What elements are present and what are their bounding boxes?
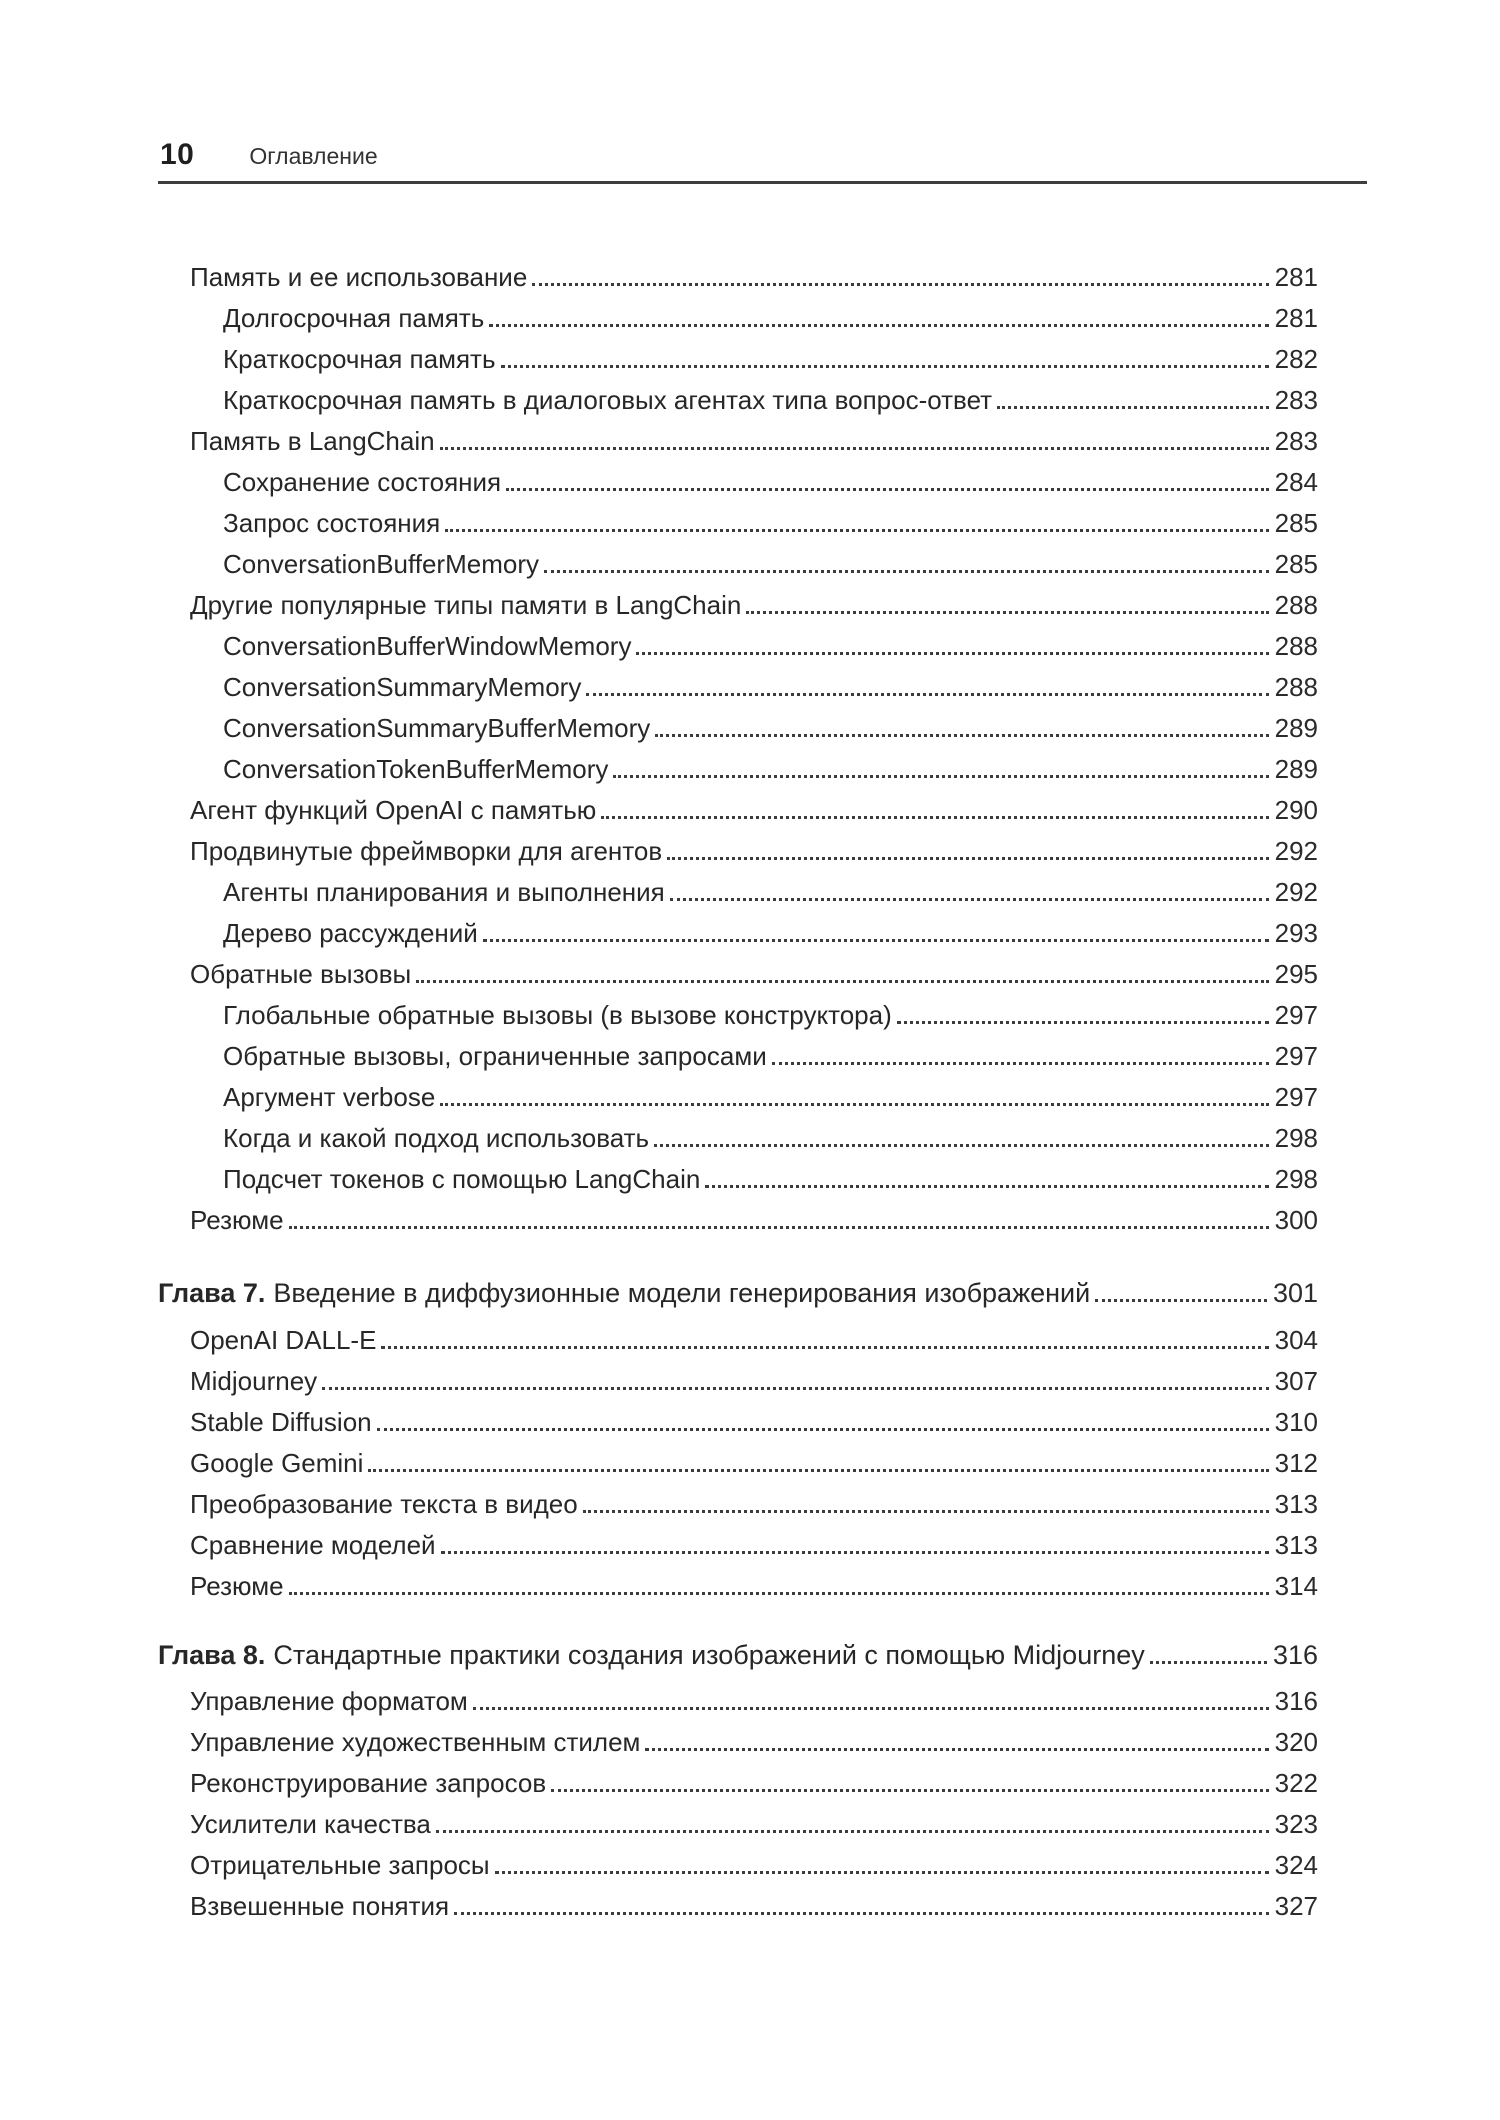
dot-leader <box>416 980 1268 983</box>
toc-entry-page-number: 324 <box>1274 1850 1318 1880</box>
toc-entry <box>158 913 1318 954</box>
toc-entry-label: OpenAI DALL-E <box>190 1325 377 1355</box>
dot-leader <box>489 324 1268 327</box>
toc-entry-page-number: 290 <box>1274 795 1318 825</box>
dot-leader <box>381 1346 1268 1349</box>
toc-entry-label: Глобальные обратные вызовы (в вызове конструктора) <box>223 1000 892 1030</box>
toc-entry <box>158 1200 1318 1241</box>
chapter-heading-label <box>158 1635 1145 1676</box>
toc-entry <box>158 585 1318 626</box>
toc-entry <box>158 544 1318 585</box>
dot-leader <box>655 734 1268 737</box>
toc-entry-label: Память и ее использование <box>190 262 528 292</box>
toc-entry-label: Краткосрочная память в диалоговых агентах типа вопрос-ответ <box>223 385 993 415</box>
dot-leader <box>436 1830 1269 1833</box>
dot-leader <box>501 365 1269 368</box>
toc-entry-page-number: 282 <box>1274 344 1318 374</box>
chapter-page-number: 316 <box>1272 1640 1318 1670</box>
dot-leader <box>636 652 1268 655</box>
toc-entry-page-number: 283 <box>1274 426 1318 456</box>
toc-section <box>158 1635 1318 1927</box>
dot-leader <box>445 529 1268 532</box>
toc-entry-page-number: 314 <box>1274 1571 1318 1601</box>
dot-leader <box>613 775 1268 778</box>
toc-entry-label: Долгосрочная память <box>223 303 485 333</box>
chapter-title: Стандартные практики создания изображений с помощью Midjourney <box>273 1640 1145 1670</box>
dot-leader <box>532 283 1268 286</box>
toc-entry-page-number: 298 <box>1274 1164 1318 1194</box>
toc-entry-label: ConversationBufferWindowMemory <box>223 631 632 661</box>
dot-leader <box>645 1748 1268 1751</box>
toc-entry <box>158 1525 1318 1566</box>
dot-leader <box>772 1062 1269 1065</box>
toc-entry <box>158 667 1318 708</box>
toc-entry <box>158 790 1318 831</box>
dot-leader <box>601 816 1268 819</box>
toc-entry-page-number: 285 <box>1274 508 1318 538</box>
toc-entry-page-number: 300 <box>1274 1205 1318 1235</box>
toc-entry-page-number: 295 <box>1274 959 1318 989</box>
toc-entry-label: ConversationBufferMemory <box>223 549 539 579</box>
toc-entry-label: Управление художественным стилем <box>190 1727 641 1757</box>
toc-entry-label: Отрицательные запросы <box>190 1850 490 1880</box>
chapter-heading <box>158 1635 1318 1676</box>
toc-entry <box>158 872 1318 913</box>
toc-entry-page-number: 281 <box>1274 303 1318 333</box>
toc-entry-page-number: 285 <box>1274 549 1318 579</box>
toc-entry-page-number: 284 <box>1274 467 1318 497</box>
toc-entry-page-number: 304 <box>1274 1325 1318 1355</box>
dot-leader <box>454 1912 1268 1915</box>
toc-entry-label: Обратные вызовы <box>190 959 412 989</box>
toc-entry <box>158 1763 1318 1804</box>
toc-entry <box>158 1681 1318 1722</box>
toc-entry-label: Midjourney <box>190 1366 318 1396</box>
toc-entry <box>158 421 1318 462</box>
toc-entry-page-number: 323 <box>1274 1809 1318 1839</box>
toc-entry <box>158 1402 1318 1443</box>
dot-leader <box>322 1387 1268 1390</box>
toc-entry-page-number: 313 <box>1274 1489 1318 1519</box>
running-head <box>160 138 1367 172</box>
dot-leader <box>997 406 1269 409</box>
toc-entry <box>158 708 1318 749</box>
running-head-title: Оглавление <box>249 143 378 169</box>
toc-entry-label: Продвинутые фреймворки для агентов <box>190 836 663 866</box>
toc-entry-page-number: 283 <box>1274 385 1318 415</box>
toc-entry <box>158 749 1318 790</box>
toc-entry-page-number: 313 <box>1274 1530 1318 1560</box>
toc-entry-label: Другие популярные типы памяти в LangChain <box>190 590 742 620</box>
toc-entry-page-number: 312 <box>1274 1448 1318 1478</box>
toc-entry-label: Аргумент verbose <box>223 1082 436 1112</box>
toc-entry-label: Взвешенные понятия <box>190 1891 450 1921</box>
toc-entry-label: Google Gemini <box>190 1448 364 1478</box>
toc-entry-page-number: 297 <box>1274 1000 1318 1030</box>
toc-entry <box>158 1077 1318 1118</box>
chapter-number: Глава 8. <box>158 1640 266 1670</box>
dot-leader <box>551 1789 1268 1792</box>
toc-entry-page-number: 316 <box>1274 1686 1318 1716</box>
dot-leader <box>1095 1299 1267 1302</box>
dot-leader <box>1150 1661 1267 1664</box>
dot-leader <box>746 611 1268 614</box>
toc-entry-page-number: 320 <box>1274 1727 1318 1757</box>
toc-entry <box>158 1036 1318 1077</box>
toc-entry-label: Запрос состояния <box>223 508 441 538</box>
toc-entry-label: Усилители качества <box>190 1809 431 1839</box>
toc-entry <box>158 1361 1318 1402</box>
dot-leader <box>289 1592 1269 1595</box>
toc-entry <box>158 257 1318 298</box>
toc-entry-label: Краткосрочная память <box>223 344 496 374</box>
toc <box>158 257 1318 1927</box>
toc-entry-label: Преобразование текста в видео <box>190 1489 578 1519</box>
dot-leader <box>586 693 1268 696</box>
toc-entry-label: Управление форматом <box>190 1686 468 1716</box>
dot-leader <box>897 1021 1269 1024</box>
page-number: 10 <box>160 138 195 171</box>
toc-entry-label: Подсчет токенов с помощью LangChain <box>223 1164 701 1194</box>
toc-entry-label: Память в LangChain <box>190 426 435 456</box>
toc-entry-page-number: 288 <box>1274 631 1318 661</box>
dot-leader <box>667 857 1268 860</box>
toc-entry <box>158 954 1318 995</box>
dot-leader <box>670 898 1269 901</box>
dot-leader <box>544 570 1269 573</box>
dot-leader <box>473 1707 1269 1710</box>
dot-leader <box>289 1226 1269 1229</box>
toc-entry <box>158 503 1318 544</box>
chapter-title: Введение в диффузионные модели генерирования изображений <box>273 1278 1091 1308</box>
toc-entry-page-number: 298 <box>1274 1123 1318 1153</box>
dot-leader <box>483 939 1269 942</box>
toc-entry-label: Когда и какой подход использовать <box>223 1123 650 1153</box>
dot-leader <box>583 1510 1269 1513</box>
dot-leader <box>377 1428 1269 1431</box>
toc-entry-page-number: 297 <box>1274 1041 1318 1071</box>
toc-entry-page-number: 293 <box>1274 918 1318 948</box>
dot-leader <box>495 1871 1269 1874</box>
toc-entry-page-number: 327 <box>1274 1891 1318 1921</box>
toc-entry <box>158 380 1318 421</box>
chapter-heading-label <box>158 1273 1090 1314</box>
toc-entry-page-number: 289 <box>1274 754 1318 784</box>
toc-entry-page-number: 322 <box>1274 1768 1318 1798</box>
toc-entry-label: Stable Diffusion <box>190 1407 372 1437</box>
toc-entry <box>158 1845 1318 1886</box>
dot-leader <box>368 1469 1268 1472</box>
toc-entry <box>158 626 1318 667</box>
toc-entry-label: Агенты планирования и выполнения <box>223 877 665 907</box>
toc-entry-page-number: 288 <box>1274 672 1318 702</box>
toc-entry-label: ConversationSummaryMemory <box>223 672 582 702</box>
toc-entry-page-number: 297 <box>1274 1082 1318 1112</box>
toc-entry-page-number: 289 <box>1274 713 1318 743</box>
chapter-page-number: 301 <box>1272 1278 1318 1308</box>
toc-entry-label: Сохранение состояния <box>223 467 502 497</box>
toc-entry <box>158 1443 1318 1484</box>
dot-leader <box>506 488 1268 491</box>
toc-entry-label: ConversationSummaryBufferMemory <box>223 713 651 743</box>
toc-entry-label: Агент функций OpenAI с памятью <box>190 795 597 825</box>
toc-entry-page-number: 307 <box>1274 1366 1318 1396</box>
toc-entry-label: Реконструирование запросов <box>190 1768 547 1798</box>
dot-leader <box>654 1144 1269 1147</box>
toc-entry <box>158 1722 1318 1763</box>
toc-entry-label: Резюме <box>190 1571 284 1601</box>
dot-leader <box>440 1103 1268 1106</box>
dot-leader <box>441 1551 1269 1554</box>
toc-entry <box>158 462 1318 503</box>
toc-entry <box>158 1886 1318 1927</box>
toc-entry <box>158 298 1318 339</box>
toc-entry-page-number: 292 <box>1274 877 1318 907</box>
toc-entry-label: Резюме <box>190 1205 284 1235</box>
toc-entry <box>158 1320 1318 1361</box>
toc-entry-page-number: 310 <box>1274 1407 1318 1437</box>
chapter-number: Глава 7. <box>158 1278 266 1308</box>
toc-entry <box>158 1118 1318 1159</box>
toc-entry <box>158 1804 1318 1845</box>
toc-entry <box>158 1566 1318 1607</box>
toc-entry-label: Обратные вызовы, ограниченные запросами <box>223 1041 767 1071</box>
header-rule <box>158 181 1367 184</box>
toc-entry-page-number: 292 <box>1274 836 1318 866</box>
toc-entry <box>158 339 1318 380</box>
toc-entry-page-number: 288 <box>1274 590 1318 620</box>
toc-entry <box>158 1159 1318 1200</box>
toc-entry-label: Сравнение моделей <box>190 1530 436 1560</box>
toc-entry <box>158 995 1318 1036</box>
toc-entry <box>158 831 1318 872</box>
toc-section <box>158 1273 1318 1607</box>
toc-entry-page-number: 281 <box>1274 262 1318 292</box>
toc-entry-label: Дерево рассуждений <box>223 918 478 948</box>
toc-entry <box>158 1484 1318 1525</box>
chapter-heading <box>158 1273 1318 1314</box>
dot-leader <box>705 1185 1268 1188</box>
toc-section <box>158 257 1318 1241</box>
toc-entry-label: ConversationTokenBufferMemory <box>223 754 609 784</box>
dot-leader <box>440 447 1269 450</box>
